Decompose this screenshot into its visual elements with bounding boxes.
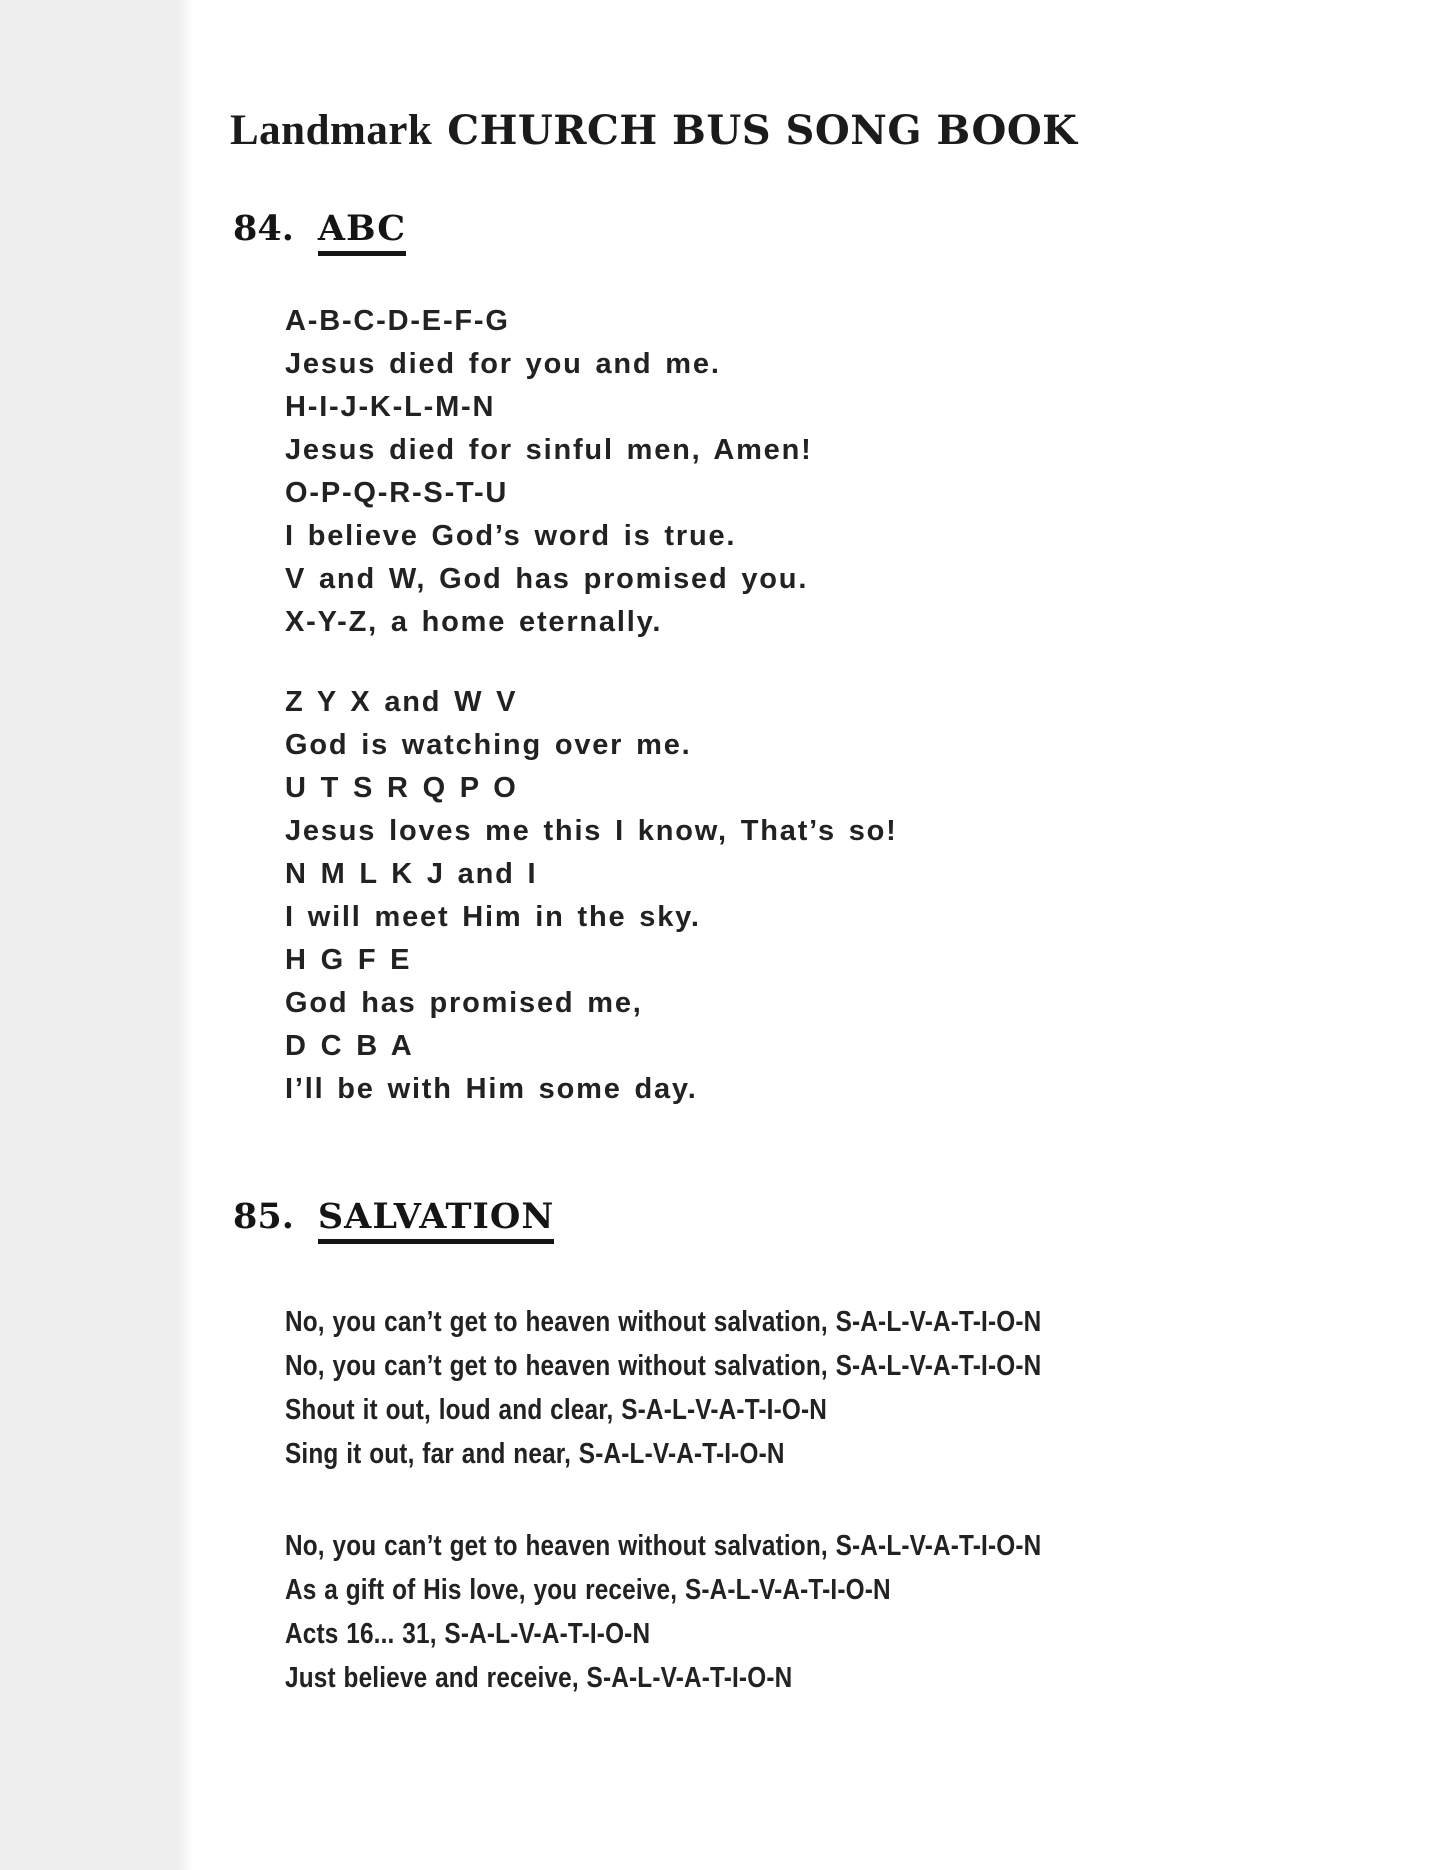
song-title-salvation: SALVATION bbox=[318, 1196, 554, 1244]
lyric-line: U T S R Q P O bbox=[285, 772, 518, 804]
lyric-line: O-P-Q-R-S-T-U bbox=[285, 477, 509, 509]
lyric-line: God is watching over me. bbox=[285, 729, 692, 761]
lyric-line: I’ll be with Him some day. bbox=[285, 1073, 698, 1105]
song-number-84: 84. bbox=[233, 208, 294, 249]
lyric-line: H G F E bbox=[285, 944, 412, 976]
book-title bbox=[230, 106, 1077, 155]
song-heading-84 bbox=[233, 208, 406, 256]
lyric-line: Shout it out, loud and clear, S-A-L-V-A-T-I-O-N bbox=[285, 1394, 828, 1426]
song-84-verse-1 bbox=[285, 300, 813, 644]
left-margin-strip bbox=[0, 0, 178, 1870]
lyric-line: As a gift of His love, you receive, S-A-L-V-A-T-I-O-N bbox=[285, 1574, 891, 1606]
lyric-line: No, you can’t get to heaven without salvation, S-A-L-V-A-T-I-O-N bbox=[285, 1530, 1042, 1562]
lyric-line: No, you can’t get to heaven without salvation, S-A-L-V-A-T-I-O-N bbox=[285, 1350, 1042, 1382]
lyric-line: Z Y X and W V bbox=[285, 686, 518, 718]
lyric-line: God has promised me, bbox=[285, 987, 643, 1019]
lyric-line: Acts 16... 31, S-A-L-V-A-T-I-O-N bbox=[285, 1618, 651, 1650]
lyric-line: I will meet Him in the sky. bbox=[285, 901, 701, 933]
song-85-verse-1 bbox=[285, 1300, 1041, 1476]
lyric-line: V and W, God has promised you. bbox=[285, 563, 809, 595]
lyric-line: H-I-J-K-L-M-N bbox=[285, 391, 496, 423]
lyric-line: N M L K J and I bbox=[285, 858, 538, 890]
song-number-85: 85. bbox=[233, 1196, 294, 1237]
lyric-line: A-B-C-D-E-F-G bbox=[285, 305, 510, 337]
lyric-line: Jesus died for sinful men, Amen! bbox=[285, 434, 813, 466]
lyric-line: Sing it out, far and near, S-A-L-V-A-T-I-O-N bbox=[285, 1438, 785, 1470]
song-84-verse-2 bbox=[285, 681, 898, 1111]
lyric-line: Jesus loves me this I know, That’s so! bbox=[285, 815, 898, 847]
book-title-main: CHURCH BUS SONG BOOK bbox=[447, 107, 1078, 154]
lyric-line: Just believe and receive, S-A-L-V-A-T-I-O-N bbox=[285, 1662, 793, 1694]
lyric-line: Jesus died for you and me. bbox=[285, 348, 721, 380]
book-title-prefix: Landmark bbox=[230, 107, 433, 154]
song-heading-85 bbox=[233, 1196, 554, 1244]
song-title-abc: ABC bbox=[318, 208, 406, 256]
lyric-line: D C B A bbox=[285, 1030, 414, 1062]
lyric-line: I believe God’s word is true. bbox=[285, 520, 737, 552]
lyric-line: X-Y-Z, a home eternally. bbox=[285, 606, 663, 638]
lyric-line: No, you can’t get to heaven without salvation, S-A-L-V-A-T-I-O-N bbox=[285, 1306, 1042, 1338]
song-85-verse-2 bbox=[285, 1524, 1041, 1700]
